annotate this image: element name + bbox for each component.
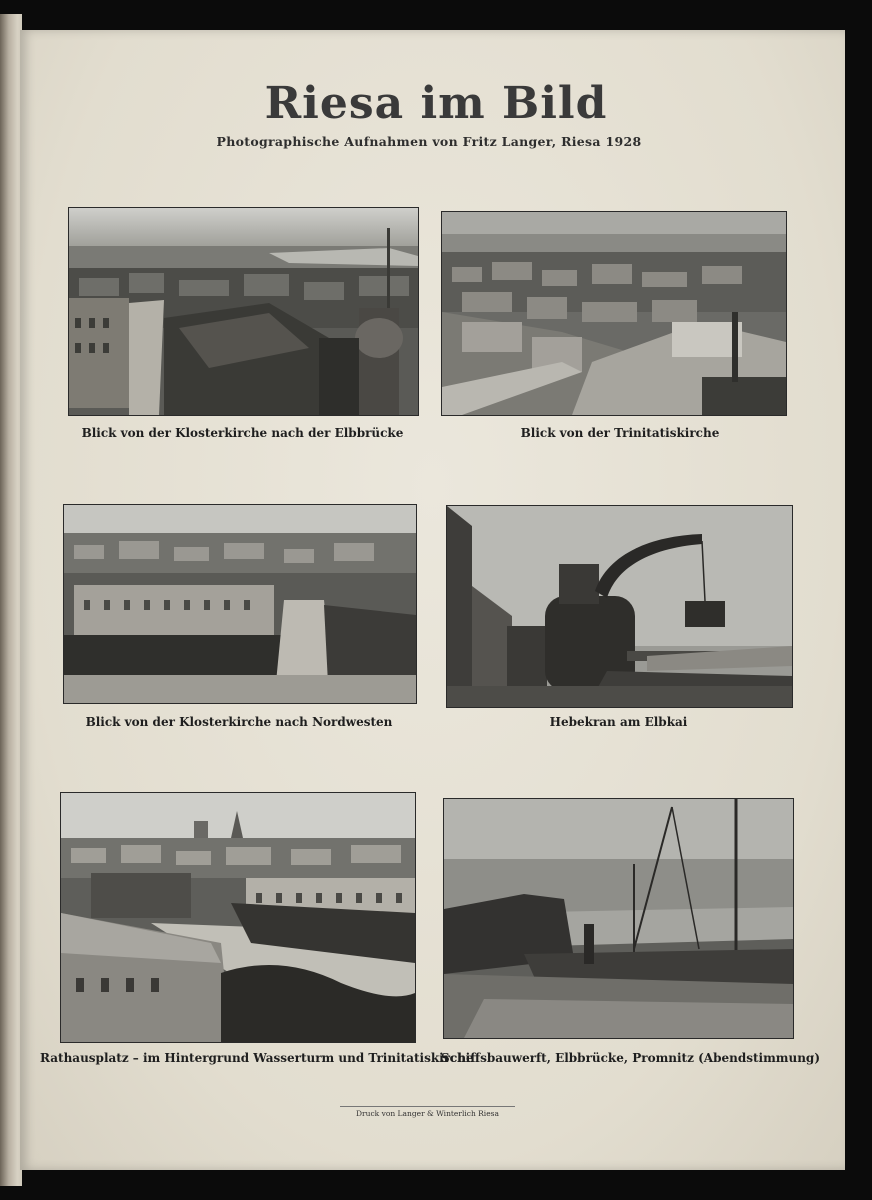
caption-photo-5: Rathausplatz – im Hintergrund Wasserturm und Trinitatiskirche [40, 1051, 474, 1065]
page-title: Riesa im Bild [264, 78, 608, 129]
photo-schiffsbauwerft [443, 798, 794, 1039]
caption-photo-1: Blick von der Klosterkirche nach der Elbbrücke [81, 426, 404, 440]
photo-hebekran [446, 505, 793, 708]
caption-photo-2: Blick von der Trinitatiskirche [520, 426, 720, 440]
photo-rathausplatz [60, 792, 416, 1043]
photo-klosterkirche-nordwesten [63, 504, 417, 704]
caption-photo-6: Schiffsbauwerft, Elbbrücke, Promnitz (Abendstimmung) [440, 1051, 820, 1065]
page-subtitle: Photographische Aufnahmen von Fritz Langer, Riesa 1928 [216, 134, 642, 149]
photo-trinitatiskirche [441, 211, 787, 416]
book-spine [0, 14, 22, 1186]
photo-klosterkirche-elbbruecke [68, 207, 419, 416]
printer-imprint: Druck von Langer & Winterlich Riesa [340, 1106, 515, 1118]
caption-photo-4: Hebekran am Elbkai [549, 715, 688, 729]
caption-photo-3: Blick von der Klosterkirche nach Nordwesten [85, 715, 393, 729]
